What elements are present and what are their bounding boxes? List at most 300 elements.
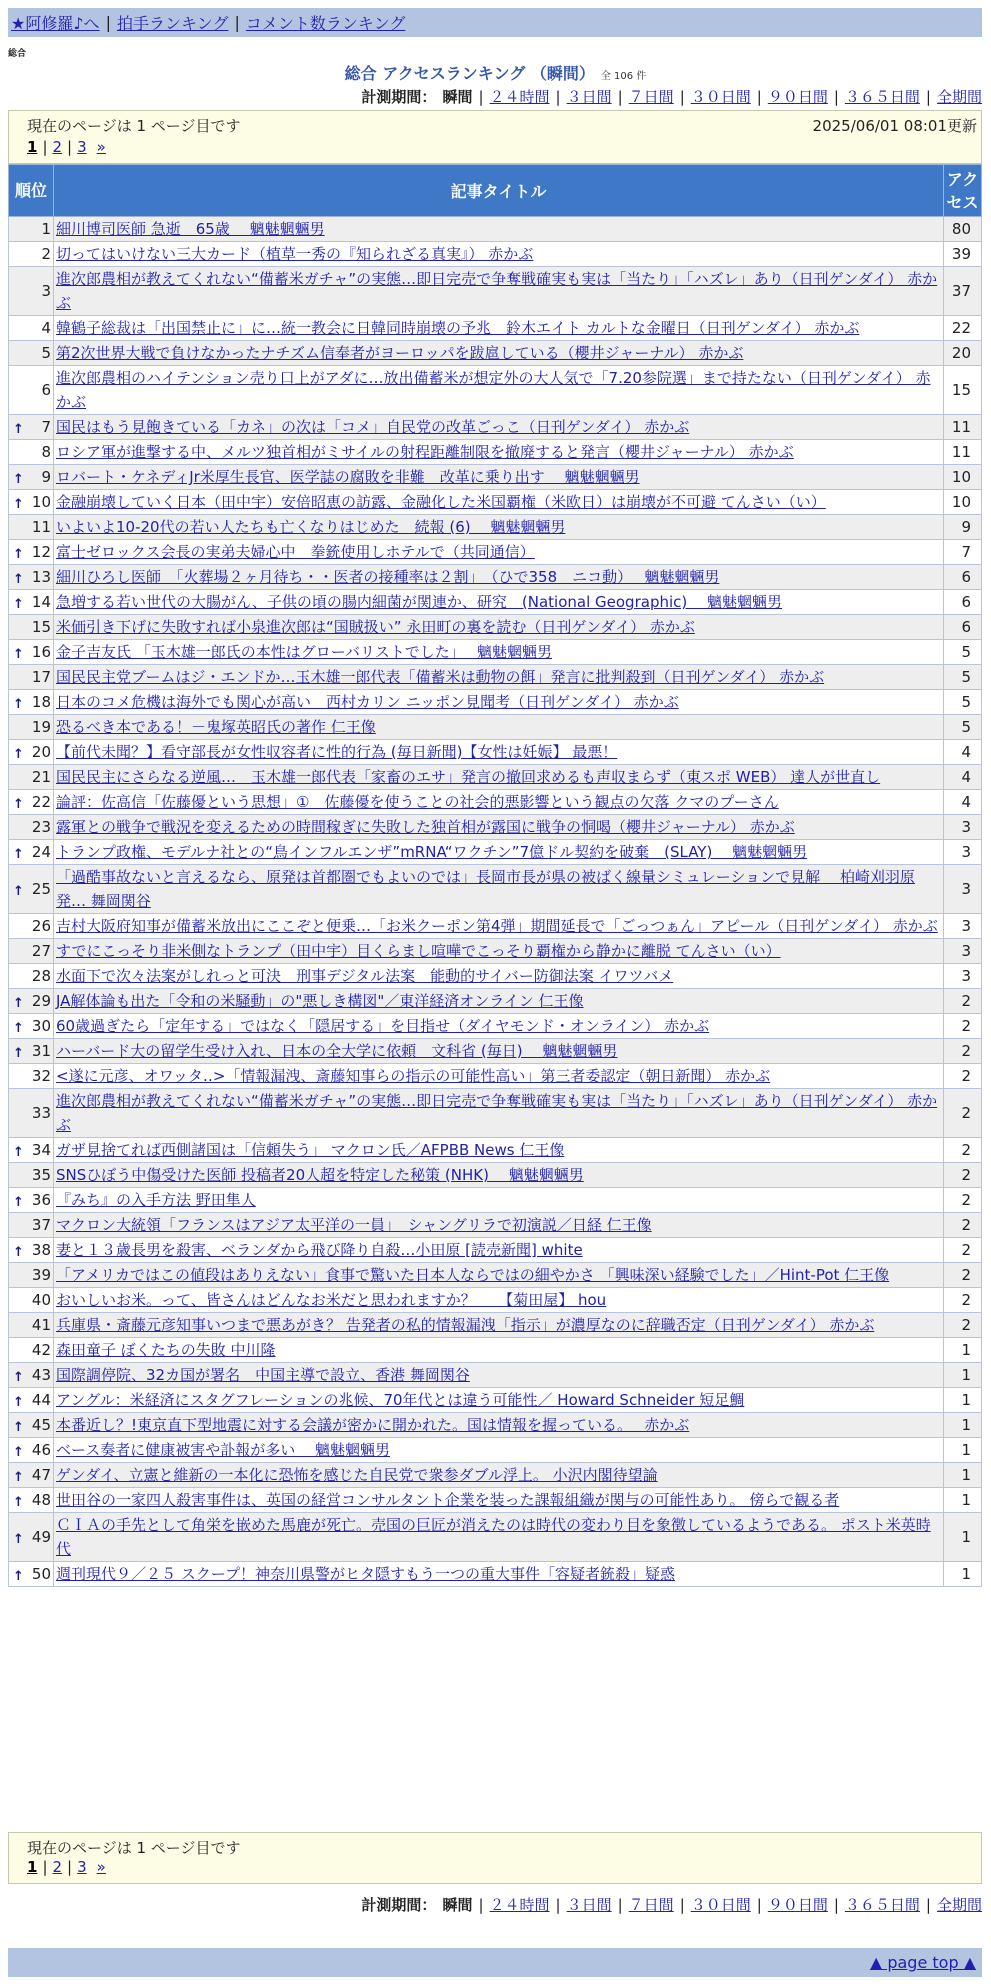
table-row bbox=[9, 1363, 982, 1388]
table-row bbox=[9, 242, 982, 267]
title-cell bbox=[54, 1338, 944, 1363]
access-count: 1 bbox=[944, 1488, 982, 1513]
rank-up-icon: ↑ bbox=[13, 597, 24, 612]
rank-cell bbox=[9, 989, 54, 1014]
rank-up-icon: ↑ bbox=[13, 1420, 24, 1435]
access-count: 39 bbox=[944, 242, 982, 267]
article-title-link[interactable]: ロバート・ケネディJr米厚生長官、医学誌の腐敗を非難 改革に乗り出す 魑魅魍魎男 bbox=[56, 468, 640, 486]
header-title: 記事タイトル bbox=[54, 165, 944, 217]
title-cell bbox=[54, 914, 944, 939]
table-row bbox=[9, 1488, 982, 1513]
article-title-link[interactable]: 「アメリカではこの値段はありえない」食事で驚いた日本人ならではの細やかさ 「興味深い経験でした」／Hint-Pot 仁王像 bbox=[56, 1266, 890, 1284]
article-title-link[interactable]: 切ってはいけない三大カード（植草一秀の『知られざる真実』） 赤かぶ bbox=[56, 245, 534, 263]
table-row bbox=[9, 316, 982, 341]
access-count: 9 bbox=[944, 515, 982, 540]
access-count: 4 bbox=[944, 790, 982, 815]
header-rank: 順位 bbox=[9, 165, 54, 217]
period-link-all[interactable]: 全期間 bbox=[936, 1896, 982, 1914]
ranking-table-body bbox=[9, 217, 982, 1587]
rank-number: 46 bbox=[31, 1441, 51, 1459]
rank-number: 38 bbox=[31, 1241, 51, 1259]
rank-cell bbox=[9, 490, 54, 515]
rank-cell bbox=[9, 565, 54, 590]
table-row bbox=[9, 740, 982, 765]
article-title-link[interactable]: 国際調停院、32カ国が署名 中国主導で設立、香港 舞岡関谷 bbox=[56, 1366, 470, 1384]
article-title-link[interactable]: 妻と１３歳長男を殺害、ベランダから飛び降り自殺…小田原 [読売新聞] white bbox=[56, 1241, 583, 1259]
rank-number: 48 bbox=[31, 1491, 51, 1509]
article-title-link[interactable]: 国民はもう見飽きている「カネ」の次は「コメ」自民党の改革ごっこ（日刊ゲンダイ） 赤かぶ bbox=[56, 418, 690, 436]
article-title-link[interactable]: <遂に元彦、オワッタ‥>「情報漏洩、斎藤知事らの指示の可能性高い」第三者委認定（朝日新聞） 赤かぶ bbox=[56, 1067, 771, 1085]
article-title-link[interactable]: トランプ政権、モデルナ社との“鳥インフルエンザ”mRNA“ワクチン”7億ドル契約を破棄 (SLAY) 魑魅魍魎男 bbox=[56, 843, 808, 861]
access-count: 5 bbox=[944, 640, 982, 665]
nav-link-home[interactable]: ★阿修羅♪へ bbox=[11, 14, 100, 33]
table-row bbox=[9, 267, 982, 316]
period-link-365d[interactable]: ３６５日間 bbox=[844, 1896, 920, 1914]
table-header-row bbox=[9, 165, 982, 217]
rank-number: 28 bbox=[31, 967, 51, 985]
rank-cell bbox=[9, 840, 54, 865]
table-row bbox=[9, 840, 982, 865]
table-row bbox=[9, 865, 982, 914]
nav-separator: | bbox=[234, 13, 240, 32]
title-cell bbox=[54, 715, 944, 740]
article-title-link[interactable]: 急増する若い世代の大腸がん、子供の頃の腸内細菌が関連か、研究 (National Geographic) 魑魅魍魎男 bbox=[56, 593, 783, 611]
rank-cell bbox=[9, 217, 54, 242]
title-cell bbox=[54, 1313, 944, 1338]
header-access: アクセス bbox=[944, 165, 982, 217]
access-count: 4 bbox=[944, 765, 982, 790]
period-link-365d[interactable]: ３６５日間 bbox=[844, 88, 920, 106]
access-count: 5 bbox=[944, 715, 982, 740]
rank-number: 6 bbox=[41, 381, 51, 399]
rank-number: 19 bbox=[31, 718, 51, 736]
title-cell bbox=[54, 1213, 944, 1238]
article-title-link[interactable]: ロシア軍が進撃する中、メルツ独首相がミサイルの射程距離制限を撤廃すると発言（櫻井ジャーナル） 赤かぶ bbox=[56, 443, 794, 461]
total-count: 全 106 件 bbox=[600, 71, 647, 82]
rank-up-icon: ↑ bbox=[13, 497, 24, 512]
table-row bbox=[9, 640, 982, 665]
page-top-link[interactable]: ▲ page top ▲ bbox=[869, 1953, 976, 1972]
article-title-link[interactable]: すでにこっそり非米側なトランプ（田中宇）目くらまし喧嘩でこっそり覇権から静かに離脱 てんさい（い） bbox=[56, 942, 781, 960]
article-title-link[interactable]: 韓鶴子総裁は「出国禁止に」に…統一教会に日韓同時崩壊の予兆 鈴木エイト カルトな金曜日（日刊ゲンダイ） 赤かぶ bbox=[56, 319, 860, 337]
rank-cell bbox=[9, 1238, 54, 1263]
rank-cell bbox=[9, 1513, 54, 1562]
rank-number: 14 bbox=[31, 593, 51, 611]
rank-cell bbox=[9, 1188, 54, 1213]
period-link-24h[interactable]: ２４時間 bbox=[489, 1896, 550, 1914]
table-row bbox=[9, 465, 982, 490]
access-count: 4 bbox=[944, 740, 982, 765]
access-count: 2 bbox=[944, 1238, 982, 1263]
rank-up-icon: ↑ bbox=[13, 1370, 24, 1385]
rank-number: 22 bbox=[31, 793, 51, 811]
table-row bbox=[9, 1039, 982, 1064]
table-row bbox=[9, 690, 982, 715]
access-count: 1 bbox=[944, 1388, 982, 1413]
title-cell bbox=[54, 341, 944, 366]
article-title-link[interactable]: 金子吉友氏 「玉木雄一郎氏の本性はグローバリストでした」 魑魅魍魎男 bbox=[56, 643, 552, 661]
access-count: 2 bbox=[944, 1213, 982, 1238]
page-link-2[interactable]: 2 bbox=[52, 138, 63, 156]
rank-up-icon: ↑ bbox=[13, 747, 24, 762]
article-title-link[interactable]: 兵庫県・斎藤元彦知事いつまで悪あがき？ 告発者の私的情報漏洩「指示」が濃厚なのに辞職否定（日刊ゲンダイ） 赤かぶ bbox=[56, 1316, 875, 1334]
rank-up-icon: ↑ bbox=[13, 1021, 24, 1036]
title-cell bbox=[54, 316, 944, 341]
page-info-bottom bbox=[8, 1832, 982, 1884]
rank-up-icon: ↑ bbox=[13, 697, 24, 712]
table-row bbox=[9, 366, 982, 415]
period-link-3d[interactable]: ３日間 bbox=[566, 1896, 612, 1914]
table-row bbox=[9, 665, 982, 690]
rank-number: 11 bbox=[31, 518, 51, 536]
access-count: 2 bbox=[944, 1188, 982, 1213]
rank-number: 20 bbox=[31, 743, 51, 761]
table-row bbox=[9, 490, 982, 515]
page-link-next[interactable]: » bbox=[96, 138, 106, 156]
updated-timestamp: 2025/06/01 08:01更新 bbox=[812, 117, 977, 135]
period-link-7d[interactable]: ７日間 bbox=[628, 88, 674, 106]
title-cell bbox=[54, 217, 944, 242]
table-row bbox=[9, 515, 982, 540]
access-count: 2 bbox=[944, 1089, 982, 1138]
article-title-link[interactable]: 「過酷事故ないと言えるなら、原発は首都圏でもよいのでは」長岡市長が県の被ばく線量シミュレーションで見解 柏崎刈羽原発… 舞岡関谷 bbox=[56, 868, 915, 910]
table-row bbox=[9, 1288, 982, 1313]
table-row bbox=[9, 590, 982, 615]
access-count: 1 bbox=[944, 1513, 982, 1562]
title-cell bbox=[54, 1039, 944, 1064]
access-count: 7 bbox=[944, 540, 982, 565]
rank-cell bbox=[9, 665, 54, 690]
rank-cell bbox=[9, 914, 54, 939]
period-current: 瞬間 bbox=[442, 1896, 473, 1914]
rank-cell bbox=[9, 1263, 54, 1288]
rank-cell bbox=[9, 964, 54, 989]
rank-number: 16 bbox=[31, 643, 51, 661]
rank-number: 13 bbox=[31, 568, 51, 586]
rank-cell bbox=[9, 1413, 54, 1438]
rank-number: 50 bbox=[31, 1565, 51, 1583]
rank-cell bbox=[9, 765, 54, 790]
title-cell bbox=[54, 790, 944, 815]
rank-cell bbox=[9, 1438, 54, 1463]
title-cell bbox=[54, 565, 944, 590]
title-cell bbox=[54, 1562, 944, 1587]
article-title-link[interactable]: 細川博司医師 急逝 65歳 魑魅魍魎男 bbox=[56, 220, 325, 238]
page-link-next[interactable]: » bbox=[96, 1858, 106, 1876]
title-cell bbox=[54, 267, 944, 316]
rank-number: 8 bbox=[41, 443, 51, 461]
table-row bbox=[9, 1388, 982, 1413]
rank-number: 3 bbox=[41, 282, 51, 300]
rank-number: 49 bbox=[31, 1528, 51, 1546]
rank-up-icon: ↑ bbox=[13, 1569, 24, 1584]
article-title-link[interactable]: 露軍との戦争で戦況を変えるための時間稼ぎに失敗した独首相が露国に戦争の恫喝（櫻井ジャーナル） 赤かぶ bbox=[56, 818, 795, 836]
rank-cell bbox=[9, 715, 54, 740]
table-row bbox=[9, 1413, 982, 1438]
title-cell bbox=[54, 1438, 944, 1463]
nav-link-comment-ranking[interactable]: コメント数ランキング bbox=[245, 14, 406, 33]
period-link-90d[interactable]: ９０日間 bbox=[767, 1896, 828, 1914]
ranking-table bbox=[8, 164, 982, 1587]
rank-number: 26 bbox=[31, 917, 51, 935]
access-count: 11 bbox=[944, 440, 982, 465]
pagination-bottom: 1 | 2 | 3 » bbox=[27, 1858, 106, 1876]
rank-cell bbox=[9, 316, 54, 341]
title-cell bbox=[54, 415, 944, 440]
rank-cell bbox=[9, 1089, 54, 1138]
rank-up-icon: ↑ bbox=[13, 1245, 24, 1260]
rank-number: 27 bbox=[31, 942, 51, 960]
title-cell bbox=[54, 1089, 944, 1138]
rank-up-icon: ↑ bbox=[13, 996, 24, 1011]
title-cell bbox=[54, 1463, 944, 1488]
title-cell bbox=[54, 590, 944, 615]
title-cell bbox=[54, 1238, 944, 1263]
article-title-link[interactable]: SNSひぼう中傷受けた医師 投稿者20人超を特定した秘策 (NHK) 魑魅魍魎男 bbox=[56, 1166, 584, 1184]
table-row bbox=[9, 1014, 982, 1039]
rank-number: 25 bbox=[31, 880, 51, 898]
rank-cell bbox=[9, 1163, 54, 1188]
rank-number: 23 bbox=[31, 818, 51, 836]
article-title-link[interactable]: 日本のコメ危機は海外でも関心が高い 西村カリン ニッポン見聞考（日刊ゲンダイ） 赤かぶ bbox=[56, 693, 679, 711]
rank-cell bbox=[9, 1488, 54, 1513]
page-link-3[interactable]: 3 bbox=[77, 138, 87, 156]
page-info-top bbox=[8, 110, 982, 164]
title-cell bbox=[54, 1263, 944, 1288]
period-link-3d[interactable]: ３日間 bbox=[566, 88, 612, 106]
title-cell bbox=[54, 1014, 944, 1039]
rank-cell bbox=[9, 1039, 54, 1064]
access-count: 10 bbox=[944, 465, 982, 490]
access-count: 3 bbox=[944, 815, 982, 840]
rank-number: 7 bbox=[41, 418, 51, 436]
table-row bbox=[9, 1188, 982, 1213]
rank-number: 30 bbox=[31, 1017, 51, 1035]
article-title-link[interactable]: 進次郎農相が教えてくれない“備蓄米ガチャ”の実態…即日完売で争奪戦確実も実は「当たり」「ハズレ」あり（日刊ゲンダイ） 赤かぶ bbox=[56, 1092, 938, 1134]
title-cell bbox=[54, 1363, 944, 1388]
rank-number: 10 bbox=[31, 493, 51, 511]
current-page-text: 現在のページは 1 ページ目です bbox=[27, 117, 241, 135]
article-title-link[interactable]: 論評：佐高信「佐藤優という思想」① 佐藤優を使うことの社会的悪影響という観点の欠落 クマのプーさん bbox=[56, 793, 779, 811]
rank-number: 45 bbox=[31, 1416, 51, 1434]
article-title-link[interactable]: 進次郎農相が教えてくれない“備蓄米ガチャ”の実態…即日完売で争奪戦確実も実は「当たり」「ハズレ」あり（日刊ゲンダイ） 赤かぶ bbox=[56, 270, 938, 312]
nav-separator: | bbox=[105, 13, 111, 32]
title-cell bbox=[54, 1163, 944, 1188]
rank-number: 9 bbox=[41, 468, 51, 486]
access-count: 20 bbox=[944, 341, 982, 366]
article-title-link[interactable]: 恐るべき本である！－鬼塚英昭氏の著作 仁王像 bbox=[56, 718, 376, 736]
article-title-link[interactable]: 水面下で次々法案がしれっと可決 刑事デジタル法案 能動的サイバー防御法案 イワツバメ bbox=[56, 967, 674, 985]
rank-number: 18 bbox=[31, 693, 51, 711]
access-count: 1 bbox=[944, 1438, 982, 1463]
access-count: 2 bbox=[944, 1313, 982, 1338]
access-count: 80 bbox=[944, 217, 982, 242]
title-cell bbox=[54, 1138, 944, 1163]
article-title-link[interactable]: ガザ見捨てれば西側諸国は「信頼失う」 マクロン氏／AFPBB News 仁王像 bbox=[56, 1141, 565, 1159]
current-page-text: 現在のページは 1 ページ目です bbox=[27, 1839, 241, 1857]
rank-number: 5 bbox=[41, 344, 51, 362]
rank-number: 29 bbox=[31, 992, 51, 1010]
access-count: 3 bbox=[944, 939, 982, 964]
rank-number: 36 bbox=[31, 1191, 51, 1209]
article-title-link[interactable]: 細川ひろし医師 「火葬場２ヶ月待ち・・医者の接種率は２割」 （ひで358 ニコ動） 魑魅魍魎男 bbox=[56, 568, 720, 586]
access-count: 15 bbox=[944, 366, 982, 415]
period-label: 計測期間： bbox=[361, 88, 437, 106]
rank-number: 32 bbox=[31, 1067, 51, 1085]
rank-number: 1 bbox=[41, 220, 51, 238]
rank-cell bbox=[9, 1064, 54, 1089]
rank-up-icon: ↑ bbox=[13, 1445, 24, 1460]
rank-number: 34 bbox=[31, 1141, 51, 1159]
rank-cell bbox=[9, 865, 54, 914]
rank-cell bbox=[9, 540, 54, 565]
rank-cell bbox=[9, 1388, 54, 1413]
article-title-link[interactable]: 週刊現代９／２５ スクープ！神奈川県警がヒタ隠すもう一つの重大事件「容疑者銃殺」疑惑 bbox=[56, 1565, 676, 1583]
article-title-link[interactable]: 森田童子 ぼくたちの失敗 中川隆 bbox=[56, 1341, 276, 1359]
period-link-all[interactable]: 全期間 bbox=[936, 88, 982, 106]
access-count: 3 bbox=[944, 840, 982, 865]
title-cell bbox=[54, 939, 944, 964]
title-cell bbox=[54, 490, 944, 515]
table-row bbox=[9, 939, 982, 964]
access-count: 6 bbox=[944, 590, 982, 615]
article-title-link[interactable]: 本番近し？!東京直下型地震に対する会議が密かに開かれた。国は情報を握っている。 赤かぶ bbox=[56, 1416, 690, 1434]
access-count: 10 bbox=[944, 490, 982, 515]
rank-cell bbox=[9, 1288, 54, 1313]
article-title-link[interactable]: おいしいお米。って、皆さんはどんなお米だと思われますか？ 【菊田屋】 hou bbox=[56, 1291, 607, 1309]
access-count: 1 bbox=[944, 1463, 982, 1488]
title-cell bbox=[54, 989, 944, 1014]
rank-cell bbox=[9, 790, 54, 815]
table-row bbox=[9, 715, 982, 740]
access-count: 11 bbox=[944, 415, 982, 440]
period-current: 瞬間 bbox=[442, 88, 473, 106]
article-title-link[interactable]: 第2次世界大戦で負けなかったナチズム信奉者がヨーロッパを跋扈している（櫻井ジャーナル） 赤かぶ bbox=[56, 344, 744, 362]
access-count: 2 bbox=[944, 989, 982, 1014]
article-title-link[interactable]: 60歳過ぎたら「定年する」ではなく「隠居する」を目指せ（ダイヤモンド・オンライン） 赤かぶ bbox=[56, 1017, 710, 1035]
period-link-24h[interactable]: ２４時間 bbox=[489, 88, 550, 106]
article-title-link[interactable]: 富士ゼロックス会長の実弟夫婦心中 拳銃使用しホテルで（共同通信） bbox=[56, 543, 535, 561]
article-title-link[interactable]: ゲンダイ、立憲と維新の一本化に恐怖を感じた自民党で衆参ダブル浮上。 小沢内閣待望論 bbox=[56, 1466, 658, 1484]
table-row bbox=[9, 1313, 982, 1338]
rank-number: 2 bbox=[41, 245, 51, 263]
article-title-link[interactable]: いよいよ10-20代の若い人たちも亡くなりはじめた 続報 (6) 魑魅魍魎男 bbox=[56, 518, 566, 536]
rank-up-icon: ↑ bbox=[13, 1195, 24, 1210]
access-count: 2 bbox=[944, 1288, 982, 1313]
article-title-link[interactable]: 国民民主にさらなる逆風… 玉木雄一郎代表「家畜のエサ」発言の撤回求めるも声収まらず（東スポ WEB） 達人が世直し bbox=[56, 768, 881, 786]
period-selector-top: 計測期間： 瞬間 | ２４時間 | ３日間 | ７日間 | ３０日間 | ９０日間 | ３６５日間 | 全期間 bbox=[361, 88, 982, 106]
article-title-link[interactable]: ハーバード大の留学生受け入れ、日本の全大学に依頼 文科省 (毎日) 魑魅魍魎男 bbox=[56, 1042, 618, 1060]
title-cell bbox=[54, 1388, 944, 1413]
rank-cell bbox=[9, 415, 54, 440]
title-cell bbox=[54, 540, 944, 565]
title-cell bbox=[54, 1188, 944, 1213]
access-count: 2 bbox=[944, 1064, 982, 1089]
rank-number: 15 bbox=[31, 618, 51, 636]
rank-up-icon: ↑ bbox=[13, 422, 24, 437]
rank-number: 17 bbox=[31, 668, 51, 686]
article-title-link[interactable]: 米価引き下げに失敗すれば小泉進次郎は“国賊扱い” 永田町の裏を読む（日刊ゲンダイ） 赤かぶ bbox=[56, 618, 695, 636]
rank-cell bbox=[9, 1338, 54, 1363]
article-title-link[interactable]: アングル：米経済にスタグフレーションの兆候、70年代とは違う可能性／ Howard Schneider 短足鯛 bbox=[56, 1391, 745, 1409]
rank-cell bbox=[9, 1138, 54, 1163]
rank-up-icon: ↑ bbox=[13, 1145, 24, 1160]
table-row bbox=[9, 615, 982, 640]
rank-up-icon: ↑ bbox=[13, 1532, 24, 1547]
period-link-30d[interactable]: ３０日間 bbox=[690, 1896, 751, 1914]
access-count: 5 bbox=[944, 665, 982, 690]
article-title-link[interactable]: 吉村大阪府知事が備蓄米放出にここぞと便乗…「お米クーポン第4弾」期間延長で「ごっつぁん」アピール（日刊ゲンダイ） 赤かぶ bbox=[56, 917, 938, 935]
rank-cell bbox=[9, 740, 54, 765]
rank-cell bbox=[9, 341, 54, 366]
rank-number: 24 bbox=[31, 843, 51, 861]
period-link-30d[interactable]: ３０日間 bbox=[690, 88, 751, 106]
article-title-link[interactable]: 世田谷の一家四人殺害事件は、英国の経営コンサルタント企業を装った課報組織が関与の可能性あり。 傍らで観る者 bbox=[56, 1491, 840, 1509]
table-row bbox=[9, 989, 982, 1014]
article-title-link[interactable]: JA解体論も出た「令和の米騒動」の"悪しき構図"／東洋経済オンライン 仁王像 bbox=[56, 992, 584, 1010]
article-title-link[interactable]: 国民民主党ブームはジ・エンドか…玉木雄一郎代表「備蓄米は動物の餌」発言に批判殺到（日刊ゲンダイ） 赤かぶ bbox=[56, 668, 825, 686]
page-link-2[interactable]: 2 bbox=[52, 1858, 63, 1876]
rank-cell bbox=[9, 1562, 54, 1587]
rank-number: 42 bbox=[31, 1341, 51, 1359]
period-selector-bottom: 計測期間： 瞬間 | ２４時間 | ３日間 | ７日間 | ３０日間 | ９０日間 | ３６５日間 | 全期間 bbox=[361, 1896, 982, 1914]
rank-up-icon: ↑ bbox=[13, 1046, 24, 1061]
title-cell bbox=[54, 815, 944, 840]
title-cell bbox=[54, 1288, 944, 1313]
table-row bbox=[9, 1438, 982, 1463]
table-row bbox=[9, 914, 982, 939]
table-row bbox=[9, 415, 982, 440]
access-count: 5 bbox=[944, 690, 982, 715]
title-cell bbox=[54, 690, 944, 715]
rank-number: 41 bbox=[31, 1316, 51, 1334]
rank-number: 12 bbox=[31, 543, 51, 561]
title-cell bbox=[54, 515, 944, 540]
rank-number: 44 bbox=[31, 1391, 51, 1409]
article-title-link[interactable]: ＣＩＡの手先として角栄を嵌めた馬鹿が死亡。売国の巨匠が消えたのは時代の変わり目を象徴しているようである。 ポスト米英時代 bbox=[56, 1516, 931, 1558]
rank-cell bbox=[9, 615, 54, 640]
access-count: 1 bbox=[944, 1363, 982, 1388]
access-count: 3 bbox=[944, 964, 982, 989]
rank-cell bbox=[9, 939, 54, 964]
page-title bbox=[0, 61, 991, 84]
article-title-link[interactable]: 金融崩壊していく日本（田中宇）安倍昭恵の訪露、金融化した米国覇権（米欧日）は崩壊が不可避 てんさい（い） bbox=[56, 493, 826, 511]
period-link-90d[interactable]: ９０日間 bbox=[767, 88, 828, 106]
rank-cell bbox=[9, 1313, 54, 1338]
rank-up-icon: ↑ bbox=[13, 472, 24, 487]
title-cell bbox=[54, 765, 944, 790]
page-link-3[interactable]: 3 bbox=[77, 1858, 87, 1876]
nav-link-applause-ranking[interactable]: 拍手ランキング bbox=[116, 14, 229, 33]
title-cell bbox=[54, 615, 944, 640]
rank-cell bbox=[9, 267, 54, 316]
title-cell bbox=[54, 242, 944, 267]
rank-up-icon: ↑ bbox=[13, 647, 24, 662]
table-row bbox=[9, 341, 982, 366]
table-row bbox=[9, 765, 982, 790]
period-link-7d[interactable]: ７日間 bbox=[628, 1896, 674, 1914]
article-title-link[interactable]: ベース奏者に健康被害や訃報が多い 魑魅魍魎男 bbox=[56, 1441, 391, 1459]
table-row bbox=[9, 1463, 982, 1488]
article-title-link[interactable]: マクロン大統領「フランスはアジア太平洋の一員」 シャングリラで初演説／日経 仁王像 bbox=[56, 1216, 652, 1234]
access-count: 37 bbox=[944, 267, 982, 316]
rank-cell bbox=[9, 1213, 54, 1238]
access-count: 3 bbox=[944, 914, 982, 939]
article-title-link[interactable]: 『みち』の入手方法 野田隼人 bbox=[56, 1191, 256, 1209]
article-title-link[interactable]: 進次郎農相のハイテンション売り口上がアダに…放出備蓄米が想定外の大人気で「7.20参院選」まで持たない（日刊ゲンダイ） 赤かぶ bbox=[56, 369, 931, 411]
access-count: 1 bbox=[944, 1562, 982, 1587]
article-title-link[interactable]: 【前代未聞？】看守部長が女性収容者に性的行為 (毎日新聞)【女性は妊娠】 最悪！ bbox=[56, 743, 618, 761]
